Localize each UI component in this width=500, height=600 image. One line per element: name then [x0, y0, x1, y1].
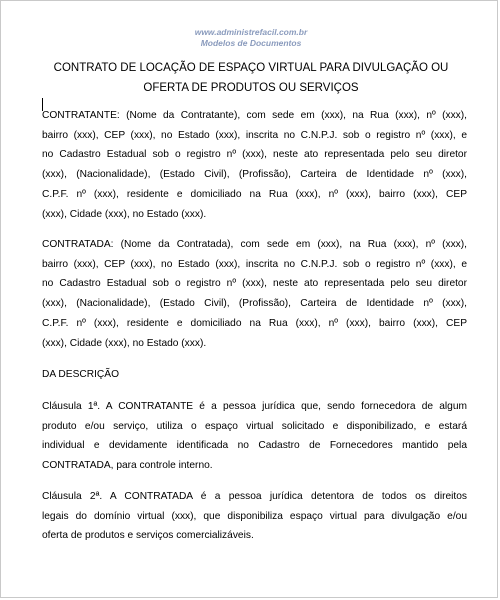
section-heading-descricao[interactable]: [42, 365, 467, 385]
watermark-url: www.administrefacil.com.br: [194, 27, 308, 37]
text-line: (xxx), (Nacionalidade), (Estado Civil), (Profissão), Carteira de Identidade nº (xxx),: [42, 298, 467, 310]
text-line: oferta de produtos e serviços comercializáveis.: [42, 530, 254, 542]
text-line: Cláusula 2ª. A CONTRATADA é a pessoa jurídica detentora de todos os direitos: [42, 491, 467, 502]
text-line: individual e devidamente identificada no Cadastro de Fornecedores mantido pela: [42, 440, 467, 452]
watermark-header: [1, 27, 500, 49]
paragraph-contratada[interactable]: [42, 235, 467, 353]
text-line: Cláusula 1ª. A CONTRATANTE é a pessoa jurídica que, sendo fornecedora de algum: [42, 401, 467, 412]
text-line: no Cadastro Estadual sob o registro nº (xxx), neste ato representada pelo seu diretor: [42, 149, 467, 161]
text-line: CONTRATANTE: (Nome da Contratante), com sede em (xxx), na Rua (xxx), nº (xxx),: [42, 110, 467, 121]
text-line: CONTRATADA, para controle interno.: [42, 460, 213, 472]
text-line: (xxx), (Nacionalidade), (Estado Civil), (Profissão), Carteira de Identidade nº (xxx),: [42, 169, 467, 181]
document-title[interactable]: [41, 58, 461, 111]
section-heading-text: DA DESCRIÇÃO: [42, 369, 119, 380]
text-line: C.P.F. nº (xxx), residente e domiciliado na Rua (xxx), nº (xxx), bairro (xxx), CEP: [42, 188, 467, 200]
title-line-2: OFERTA DE PRODUTOS OU SERVIÇOS: [41, 78, 461, 111]
text-line: bairro (xxx), CEP (xxx), no Estado (xxx), inscrita no C.N.P.J. sob o registro nº (xxx), e: [42, 129, 467, 141]
text-line: C.P.F. nº (xxx), residente e domiciliado na Rua (xxx), nº (xxx), bairro (xxx), CEP: [42, 317, 467, 329]
watermark-subtitle: Modelos de Documentos: [200, 38, 302, 48]
text-line: no Cadastro Estadual sob o registro nº (xxx), neste ato representada pelo seu diretor: [42, 278, 467, 290]
paragraph-clausula-2[interactable]: [42, 487, 467, 546]
title-line-1: CONTRATO DE LOCAÇÃO DE ESPAÇO VIRTUAL PARA DIVULGAÇÃO OU: [53, 62, 449, 74]
paragraph-contratante[interactable]: [42, 106, 467, 224]
paragraph-clausula-1[interactable]: [42, 397, 467, 476]
text-line: (xxx), Cidade (xxx), no Estado (xxx).: [42, 208, 207, 220]
text-line: produto e/ou serviço, utiliza o espaço virtual solicitado e disponibilizado, e estará: [42, 420, 467, 432]
text-line: (xxx), Cidade (xxx), no Estado (xxx).: [42, 337, 207, 349]
text-line: bairro (xxx), CEP (xxx), no Estado (xxx), inscrita no C.N.P.J. sob o registro nº (xxx), e: [42, 258, 467, 270]
text-line: CONTRATADA: (Nome da Contratada), com sede em (xxx), na Rua (xxx), nº (xxx),: [42, 239, 467, 250]
text-line: legais do domínio virtual (xxx), que disponibiliza espaço virtual para divulgação e/ou: [42, 510, 467, 522]
